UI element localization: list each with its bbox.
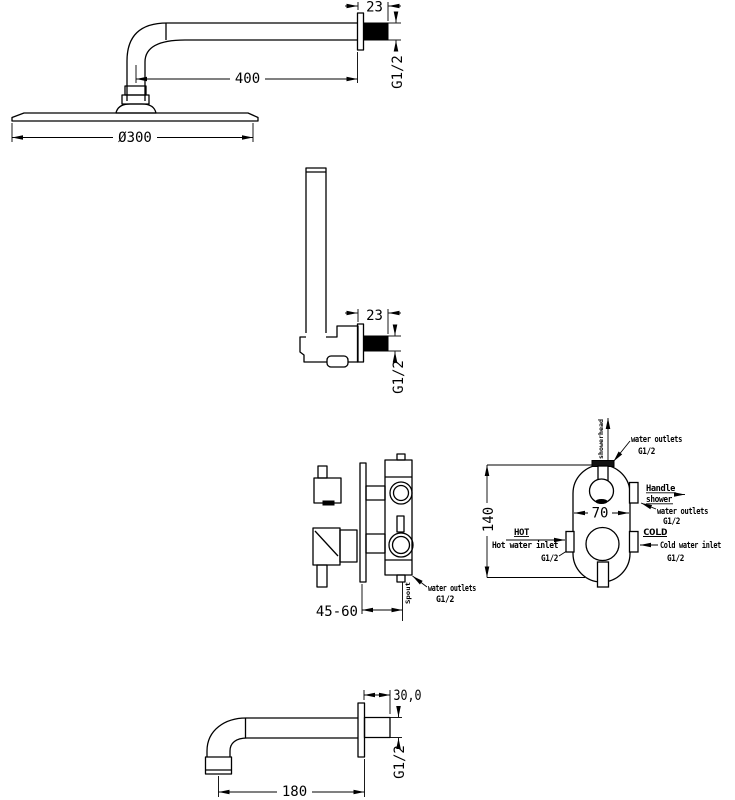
diverter-handle-mark (323, 501, 334, 505)
side-outlet-label-line2: G1/2 (436, 595, 455, 605)
cold-tag: COLD (643, 528, 668, 538)
valve-upper-pipe (366, 486, 385, 500)
spout-wall-plate (358, 703, 365, 757)
valve-top-stub-side (397, 454, 405, 460)
handshower-holder-view (300, 168, 407, 394)
shower-head-disc (12, 113, 258, 121)
handle-shower-word2: shower (646, 495, 673, 505)
hot-tag: HOT (514, 528, 530, 538)
arm-flare-base (116, 104, 156, 113)
cold-inlet-label (640, 528, 735, 564)
right-outlet-label-line1: water outlets (657, 507, 709, 517)
dim-text-23-top: 23 (366, 0, 383, 16)
showerhead-outlet-annotation (598, 418, 608, 460)
spout-view (206, 688, 422, 800)
valve-mid-cylinder (397, 516, 404, 532)
dim-text-30: 30,0 (393, 688, 422, 704)
top-outlet-label-line1: water outlets (631, 435, 683, 445)
valve-bottom-stub-side (397, 575, 405, 582)
dim-text-g12-mid: G1/2 (391, 360, 407, 394)
top-outlet-label (614, 435, 683, 462)
valve-wall-plate (360, 463, 366, 582)
valve-lower-pipe (366, 534, 385, 553)
top-outlet-label-line2: G1/2 (638, 447, 656, 457)
diverter-handle-body (314, 478, 341, 503)
dim-head-diameter (12, 123, 253, 146)
temp-handle-hub (340, 530, 357, 562)
hot-inlet-label (492, 528, 566, 564)
dim-wall-depth-range (316, 584, 403, 620)
dim-text-g12-bottom: G1/2 (392, 745, 408, 779)
valve-left-stub (566, 532, 574, 553)
dim-text-g12-top: G1/2 (390, 55, 406, 89)
spout-inner-edge (230, 738, 358, 757)
dim-text-140: 140 (481, 506, 497, 533)
valve-bottom-stub (598, 562, 609, 587)
spout-thread-nipple (365, 718, 391, 738)
handshower-tube (306, 168, 326, 333)
spout-tag: Spout (405, 585, 412, 604)
mixer-valve-front-view (479, 418, 735, 587)
handle-shower-label (646, 484, 685, 505)
holder-thread-nipple (364, 336, 389, 351)
dim-text-180: 180 (281, 784, 308, 800)
right-outlet-label (641, 503, 708, 527)
dim-arm-thread (389, 14, 407, 89)
dim-arm-plate-depth (345, 0, 401, 21)
dim-spout-wall-depth (364, 688, 422, 714)
valve-right-lower-stub (630, 532, 639, 553)
cold-inlet-text: Cold water inlet (660, 541, 735, 551)
temp-knob-front (586, 528, 619, 561)
showerhead-tag: showerhead (598, 422, 605, 459)
dim-arm-length (136, 52, 358, 87)
holder-knob (327, 356, 348, 367)
side-outlet-label (405, 576, 476, 605)
hot-inlet-text: Hot water inlet (492, 541, 563, 551)
dim-text-45-60: 45-60 (315, 604, 358, 620)
valve-right-upper-stub (630, 483, 639, 504)
dim-valve-width (574, 504, 629, 522)
dim-spout-thread (390, 709, 408, 779)
diverter-knob-mark (596, 500, 607, 504)
dim-holder-thread (389, 327, 408, 394)
dim-text-23-mid: 23 (366, 308, 383, 324)
cold-thread-text: G1/2 (667, 554, 685, 564)
dim-holder-plate-depth (345, 308, 401, 334)
arm-wall-plate (358, 13, 364, 50)
hot-thread-text: G1/2 (541, 554, 559, 564)
handle-shower-word1: Handle (646, 484, 676, 494)
diverter-handle-stem (318, 466, 327, 478)
right-outlet-label-line2: G1/2 (663, 517, 681, 527)
dim-text-300: Ø300 (118, 130, 152, 146)
spout-end-piece (206, 757, 232, 774)
dim-text-70: 70 (591, 505, 609, 522)
temp-handle-lever (317, 565, 327, 587)
arm-stem (125, 86, 146, 95)
arm-thread-nipple (364, 23, 389, 40)
dim-spout-length (219, 759, 365, 800)
valve-upper-port-inner (394, 486, 409, 501)
shower-head-arm-view (12, 0, 406, 146)
shower-arm-outer-edge (127, 23, 358, 101)
valve-lower-port-inner (393, 537, 410, 554)
side-outlet-label-line1: water outlets (428, 584, 477, 594)
temp-handle-contour (315, 531, 338, 556)
dim-text-400: 400 (234, 71, 261, 87)
mixer-valve-side-view (313, 454, 476, 621)
